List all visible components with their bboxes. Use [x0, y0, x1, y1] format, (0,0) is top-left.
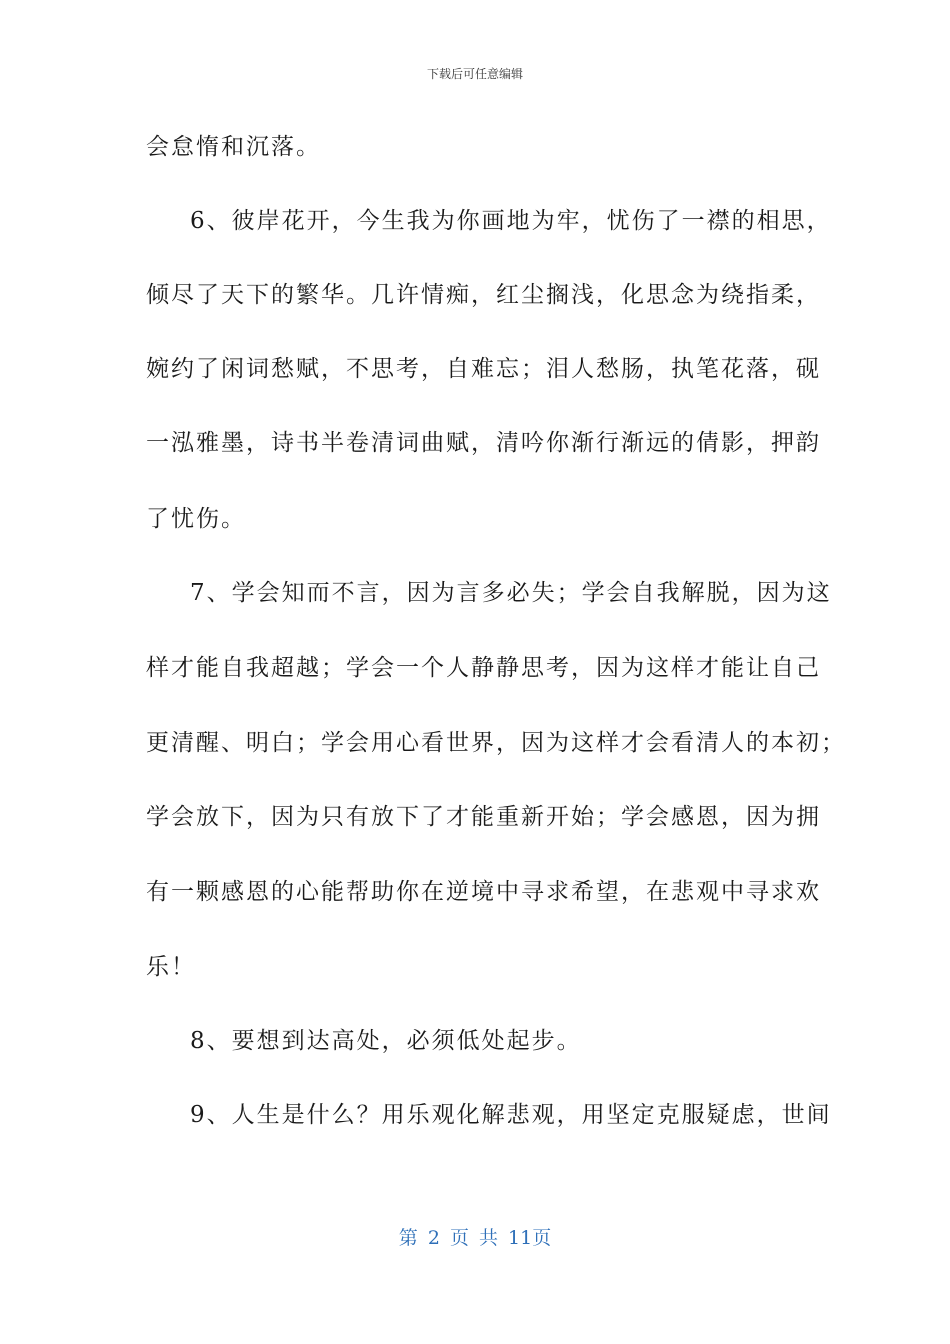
text-line: 9、人生是什么？用乐观化解悲观，用坚定克服疑虑，世间: [190, 1102, 832, 1128]
text-line: 7、学会知而不言，因为言多必失；学会自我解脱，因为这: [190, 580, 832, 606]
text-line: 8、要想到达高处，必须低处起步。: [190, 1028, 582, 1054]
text-line: 婉约了闲词愁赋，不思考，自难忘；泪人愁肠，执笔花落，砚: [146, 356, 821, 382]
text-line: 学会放下，因为只有放下了才能重新开始；学会感恩，因为拥: [146, 804, 821, 830]
text-line: 更清醒、明白；学会用心看世界，因为这样才会看清人的本初；: [146, 730, 846, 756]
text-line: 样才能自我超越；学会一个人静静思考，因为这样才能让自己: [146, 655, 821, 681]
page-header: 下载后可任意编辑: [426, 67, 523, 81]
text-line: 倾尽了天下的繁华。几许情痴，红尘搁浅，化思念为绕指柔，: [146, 282, 821, 308]
text-line: 6、彼岸花开，今生我为你画地为牢，忧伤了一襟的相思，: [190, 208, 832, 234]
text-line: 有一颗感恩的心能帮助你在逆境中寻求希望，在悲观中寻求欢: [146, 879, 821, 905]
text-line: 一泓雅墨，诗书半卷清词曲赋，清吟你渐行渐远的倩影，押韵: [146, 430, 821, 456]
text-line: 了忧伤。: [146, 506, 246, 532]
page-number: 第 2 页 共 11页: [398, 1227, 552, 1249]
text-line: 乐！: [146, 954, 196, 980]
text-line: 会怠惰和沉落。: [146, 134, 321, 160]
